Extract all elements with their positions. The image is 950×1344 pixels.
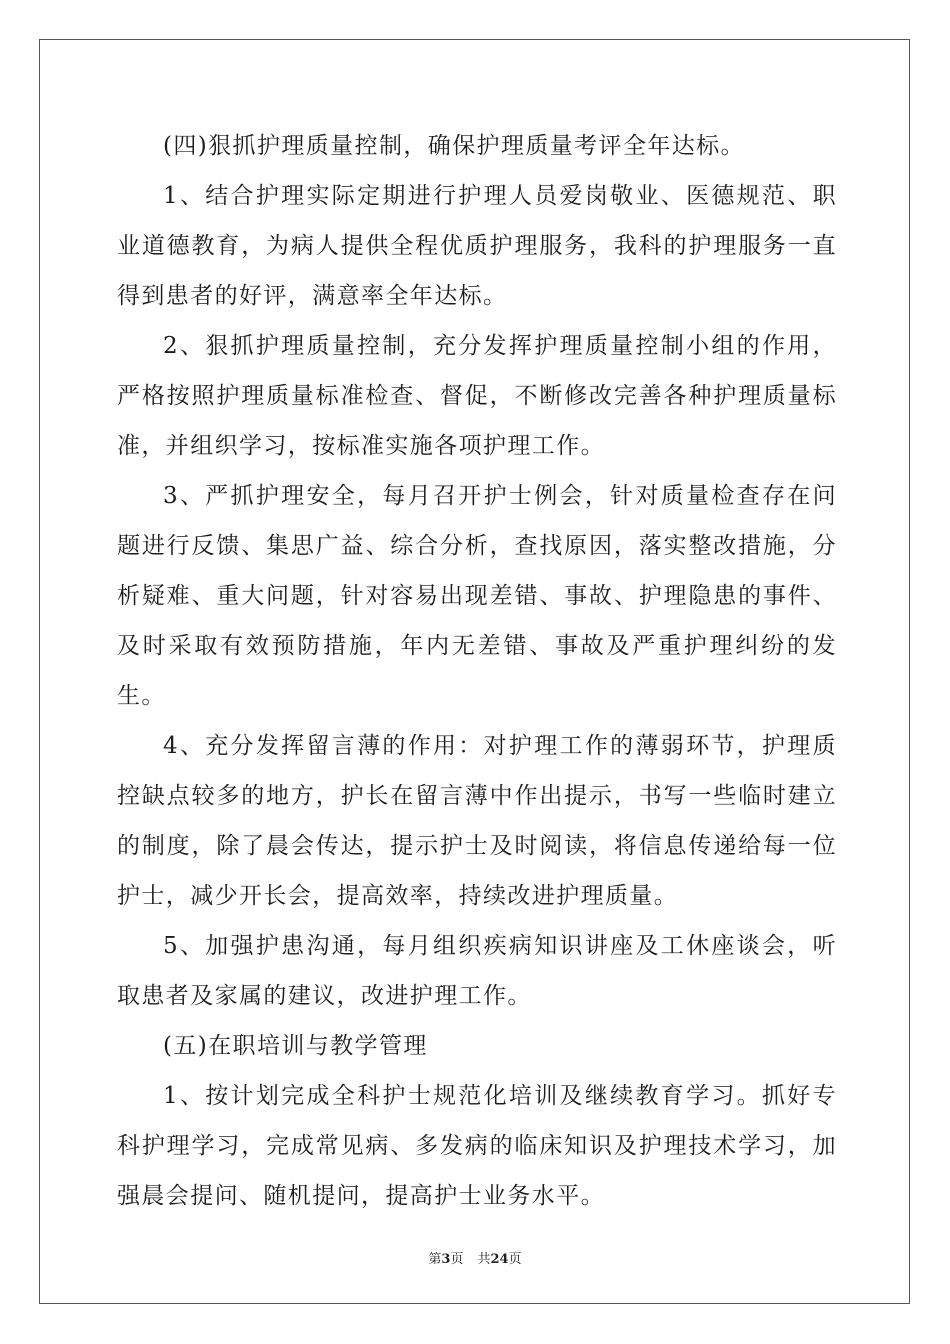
paragraph-training-item-1: 1、按计划完成全科护士规范化培训及继续教育学习。抓好专科护理学习，完成常见病、多发病的临床知识及护理技术学习，加强晨会提问、随机提问，提高护士业务水平。 (117, 1083, 837, 1209)
paragraph-item-2: 2、狠抓护理质量控制，充分发挥护理质量控制小组的作用，严格按照护理质量标准检查、督促，不断修改完善各种护理质量标准，并组织学习，按标准实施各项护理工作。 (117, 333, 837, 459)
paragraph-heading-5: (五)在职培训与教学管理 (163, 1033, 428, 1059)
page-suffix: 页 (450, 1252, 464, 1267)
paragraph-heading-4: (四)狠抓护理质量控制，确保护理质量考评全年达标。 (163, 133, 745, 159)
total-pages: 24 (490, 1252, 509, 1267)
page-number: 3 (441, 1252, 451, 1267)
total-suffix: 页 (508, 1252, 522, 1267)
paragraph-item-1: 1、结合护理实际定期进行护理人员爱岗敬业、医德规范、职业道德教育，为病人提供全程优质护理服务，我科的护理服务一直得到患者的好评，满意率全年达标。 (117, 183, 837, 309)
paragraph-item-5: 5、加强护患沟通，每月组织疾病知识讲座及工休座谈会，听取患者及家属的建议，改进护理工作。 (117, 933, 837, 1009)
paragraph-item-4: 4、充分发挥留言薄的作用：对护理工作的薄弱环节，护理质控缺点较多的地方，护长在留言薄中作出提示，书写一些临时建立的制度，除了晨会传达，提示护士及时阅读，将信息传递给每一位护士，减少开长会，提高效率，持续改进护理质量。 (117, 733, 837, 909)
page-footer (0, 1248, 950, 1267)
page-prefix: 第 (428, 1252, 442, 1267)
paragraph-item-3: 3、严抓护理安全，每月召开护士例会，针对质量检查存在问题进行反馈、集思广益、综合分析，查找原因，落实整改措施，分析疑难、重大问题，针对容易出现差错、事故、护理隐患的事件、及时采取有效预防措施，年内无差错、事故及严重护理纠纷的发生。 (117, 483, 837, 709)
total-prefix: 共 (477, 1252, 491, 1267)
document-body (117, 121, 837, 1221)
